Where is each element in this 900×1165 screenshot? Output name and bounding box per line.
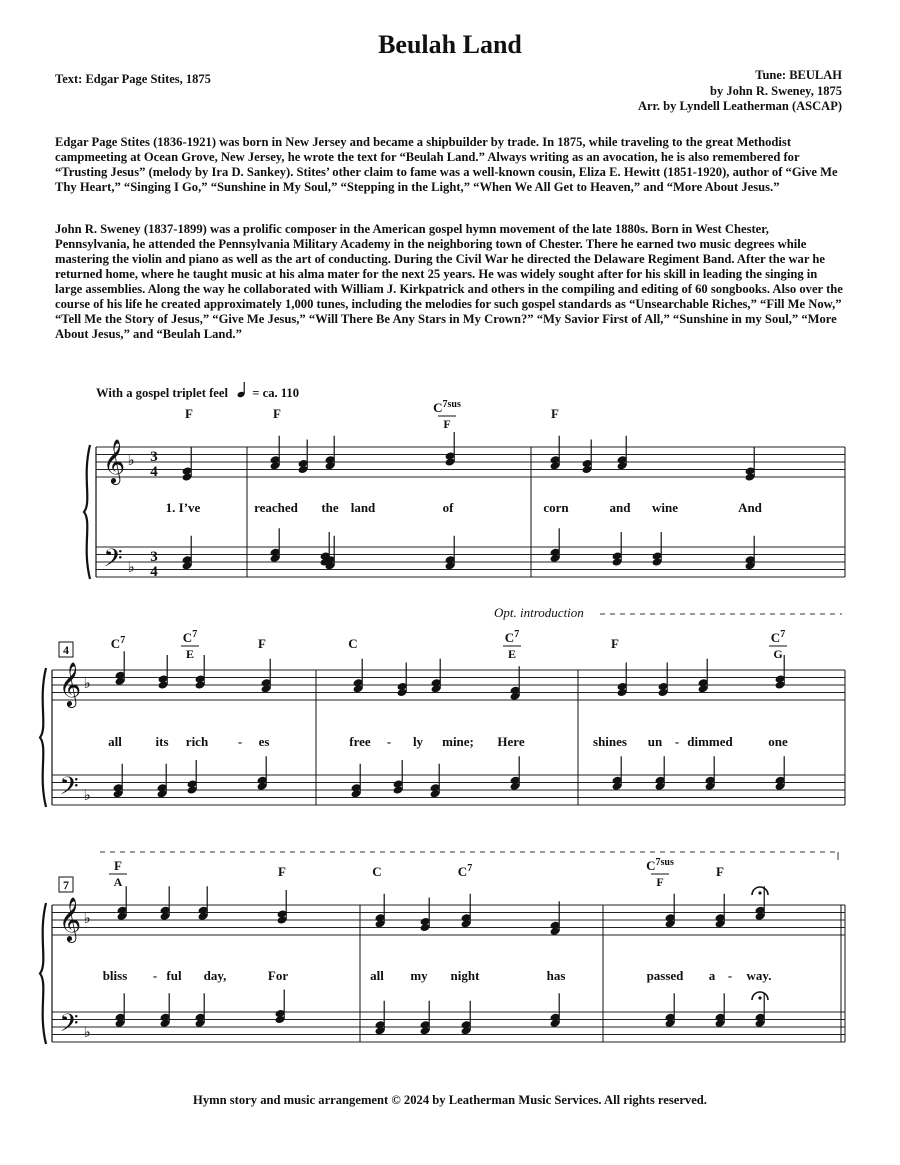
- arranger-credit: Arr. by Lyndell Leatherman (ASCAP): [637, 99, 842, 113]
- treble-clef-icon: 𝄞: [58, 664, 82, 706]
- chord-bass-note: E: [507, 647, 517, 661]
- lyric-syllable: and: [609, 500, 631, 515]
- composer-credit: by John R. Sweney, 1875: [710, 83, 842, 98]
- lyric-syllable: ly: [412, 734, 424, 749]
- treble-clef-icon: 𝄞: [58, 899, 82, 941]
- chord-symbol: $C^7sus$: [646, 857, 674, 873]
- lyric-syllable: -: [152, 968, 158, 983]
- lyric-syllable: -: [386, 734, 392, 749]
- lyric-syllable: Here: [497, 734, 525, 749]
- copyright-footer: Hymn story and music arrangement © 2024 by Leatherman Music Services. All rights reserved.: [193, 1093, 707, 1107]
- key-signature-flat-icon: ♭: [83, 1025, 91, 1041]
- lyric-syllable: -: [727, 968, 733, 983]
- lyric-syllable: -: [674, 734, 680, 749]
- lyric-syllable: mine;: [442, 734, 474, 749]
- chord-symbol: $C^7$: [110, 635, 126, 651]
- chord-symbol: $C^7sus$: [433, 399, 461, 415]
- chord-symbol: C: [348, 636, 358, 651]
- tempo-value: = ca. 110: [252, 386, 300, 400]
- bass-clef-icon: 𝄢: [59, 773, 79, 806]
- story-paragraph-sweney: John R. Sweney (1837-1899) was a prolific composer in the American gospel hymn movement of the late 1880s. Born in West Chester, Pennsylvania, he attended the Pennsylvania Military Academy in the neighboring town of Chester. There he earned two music degrees while mastering the violin and piano as well as the art of conducting. During the Civil War he directed the Delaware Regiment Band. After the war he returned home, where he taught music at his alma mater for the next 25 years. He was widely sought after for his skill in leading the singing in large assemblies. Along the way he collaborated with William J. Kirkpatrick and others in the compiling and editing of 60 songbooks. Also over the course of his life he created approximately 1,000 tunes, including the melodies for such gospel standards as “Unsearchable Riches,” “Fill Me Now,” “Tell Me the Story of Jesus,” “Give Me Jesus,” “Will There Be Any Stars in My Crown?” “My Savior First of All,” “Sunshine in my Soul,” “More About Jesus,” and “Beulah Land.”: [55, 222, 843, 341]
- key-signature-flat-icon: ♭: [127, 453, 135, 469]
- treble-clef-icon: 𝄞: [102, 441, 126, 483]
- time-signature-bottom: 4: [150, 464, 158, 480]
- lyric-syllable: land: [350, 500, 376, 515]
- time-signature-top: 3: [150, 449, 158, 465]
- measure-number: 7: [63, 878, 69, 892]
- key-signature-flat-icon: ♭: [83, 911, 91, 927]
- fermata-dot: [758, 891, 761, 894]
- chord-bass-note: F: [443, 417, 451, 431]
- lyric-syllable: passed: [646, 968, 684, 983]
- chord-bass-note: E: [185, 647, 195, 661]
- bass-clef-icon: 𝄢: [103, 545, 123, 578]
- key-signature-flat-icon: ♭: [83, 788, 91, 804]
- lyric-syllable: And: [738, 500, 762, 515]
- lyric-syllable: its: [155, 734, 169, 749]
- chord-symbol: F: [716, 864, 724, 879]
- chord-symbol: $C^7$: [182, 629, 198, 645]
- chord-symbol: $C^7$: [504, 629, 520, 645]
- lyric-syllable: 1. I’ve: [165, 500, 201, 515]
- lyric-syllable: es: [258, 734, 270, 749]
- chord-symbol: $C^7$: [770, 629, 786, 645]
- chord-symbol: F: [185, 406, 193, 421]
- lyric-syllable: night: [450, 968, 480, 983]
- lyric-syllable: all: [108, 734, 122, 749]
- key-signature-flat-icon: ♭: [83, 676, 91, 692]
- chord-bass-note: A: [113, 875, 123, 889]
- chord-symbol: $C^7$: [457, 863, 473, 879]
- chord-bass-note: G: [773, 647, 783, 661]
- fermata-dot: [758, 996, 761, 999]
- key-signature-flat-icon: ♭: [127, 560, 135, 576]
- lyric-syllable: rich: [185, 734, 209, 749]
- lyric-syllable: free: [349, 734, 371, 749]
- measure-number: 4: [63, 643, 69, 657]
- tempo-text: With a gospel triplet feel: [96, 386, 228, 400]
- lyric-syllable: a: [708, 968, 716, 983]
- story-paragraph-stites: Edgar Page Stites (1836-1921) was born in New Jersey and became a shipbuilder by trade. In 1875, while traveling to the great Methodist campmeeting at Ocean Grove, New Jersey, he wrote the text for “Beulah Land.” Always writing as an avocation, he is also remembered for “Trusting Jesus” (melody by Ira D. Sankey). Stites’ other claim to fame was a well-known cousin, Eliza E. Hewitt (1851-1920), author of “Give Me Thy Heart,” “Singing I Go,” “Sunshine in My Soul,” “Stepping in the Light,” “When We All Get to Heaven,” and “More About Jesus.”: [55, 135, 838, 194]
- lyric-syllable: of: [442, 500, 454, 515]
- chord-symbol: F: [273, 406, 281, 421]
- time-signature-top: 3: [150, 549, 158, 565]
- system-3-brace: [40, 903, 46, 1044]
- lyric-syllable: bliss: [102, 968, 128, 983]
- lyric-syllable: reached: [254, 500, 298, 515]
- lyric-syllable: my: [410, 968, 428, 983]
- lyric-syllable: has: [546, 968, 566, 983]
- lyric-syllable: shines: [593, 734, 627, 749]
- chord-symbol: F: [551, 406, 559, 421]
- lyric-syllable: corn: [543, 500, 569, 515]
- lyric-syllable: the: [321, 500, 339, 515]
- chord-symbol: F: [258, 636, 266, 651]
- lyric-syllable: -: [237, 734, 243, 749]
- lyric-syllable: way.: [746, 968, 772, 983]
- lyric-syllable: day,: [203, 968, 227, 983]
- tune-name: Tune: BEULAH: [755, 68, 842, 82]
- time-signature-bottom: 4: [150, 564, 158, 580]
- text-credit: Text: Edgar Page Stites, 1875: [55, 72, 211, 86]
- chord-symbol: C: [372, 864, 382, 879]
- chord-bass-note: F: [656, 875, 664, 889]
- lyric-syllable: one: [768, 734, 788, 749]
- opt-introduction-label: Opt. introduction: [494, 605, 584, 620]
- chord-symbol: F: [114, 858, 122, 873]
- bass-clef-icon: 𝄢: [59, 1010, 79, 1043]
- lyric-syllable: For: [267, 968, 289, 983]
- page-title: Beulah Land: [378, 30, 522, 59]
- chord-symbol: F: [278, 864, 286, 879]
- lyric-syllable: un: [647, 734, 663, 749]
- chord-symbol: F: [611, 636, 619, 651]
- lyric-syllable: all: [370, 968, 384, 983]
- system-2-brace: [40, 668, 46, 807]
- lyric-syllable: ful: [166, 968, 182, 983]
- lyric-syllable: wine: [652, 500, 678, 515]
- lyric-syllable: dimmed: [687, 734, 733, 749]
- system-1-brace: [84, 445, 90, 579]
